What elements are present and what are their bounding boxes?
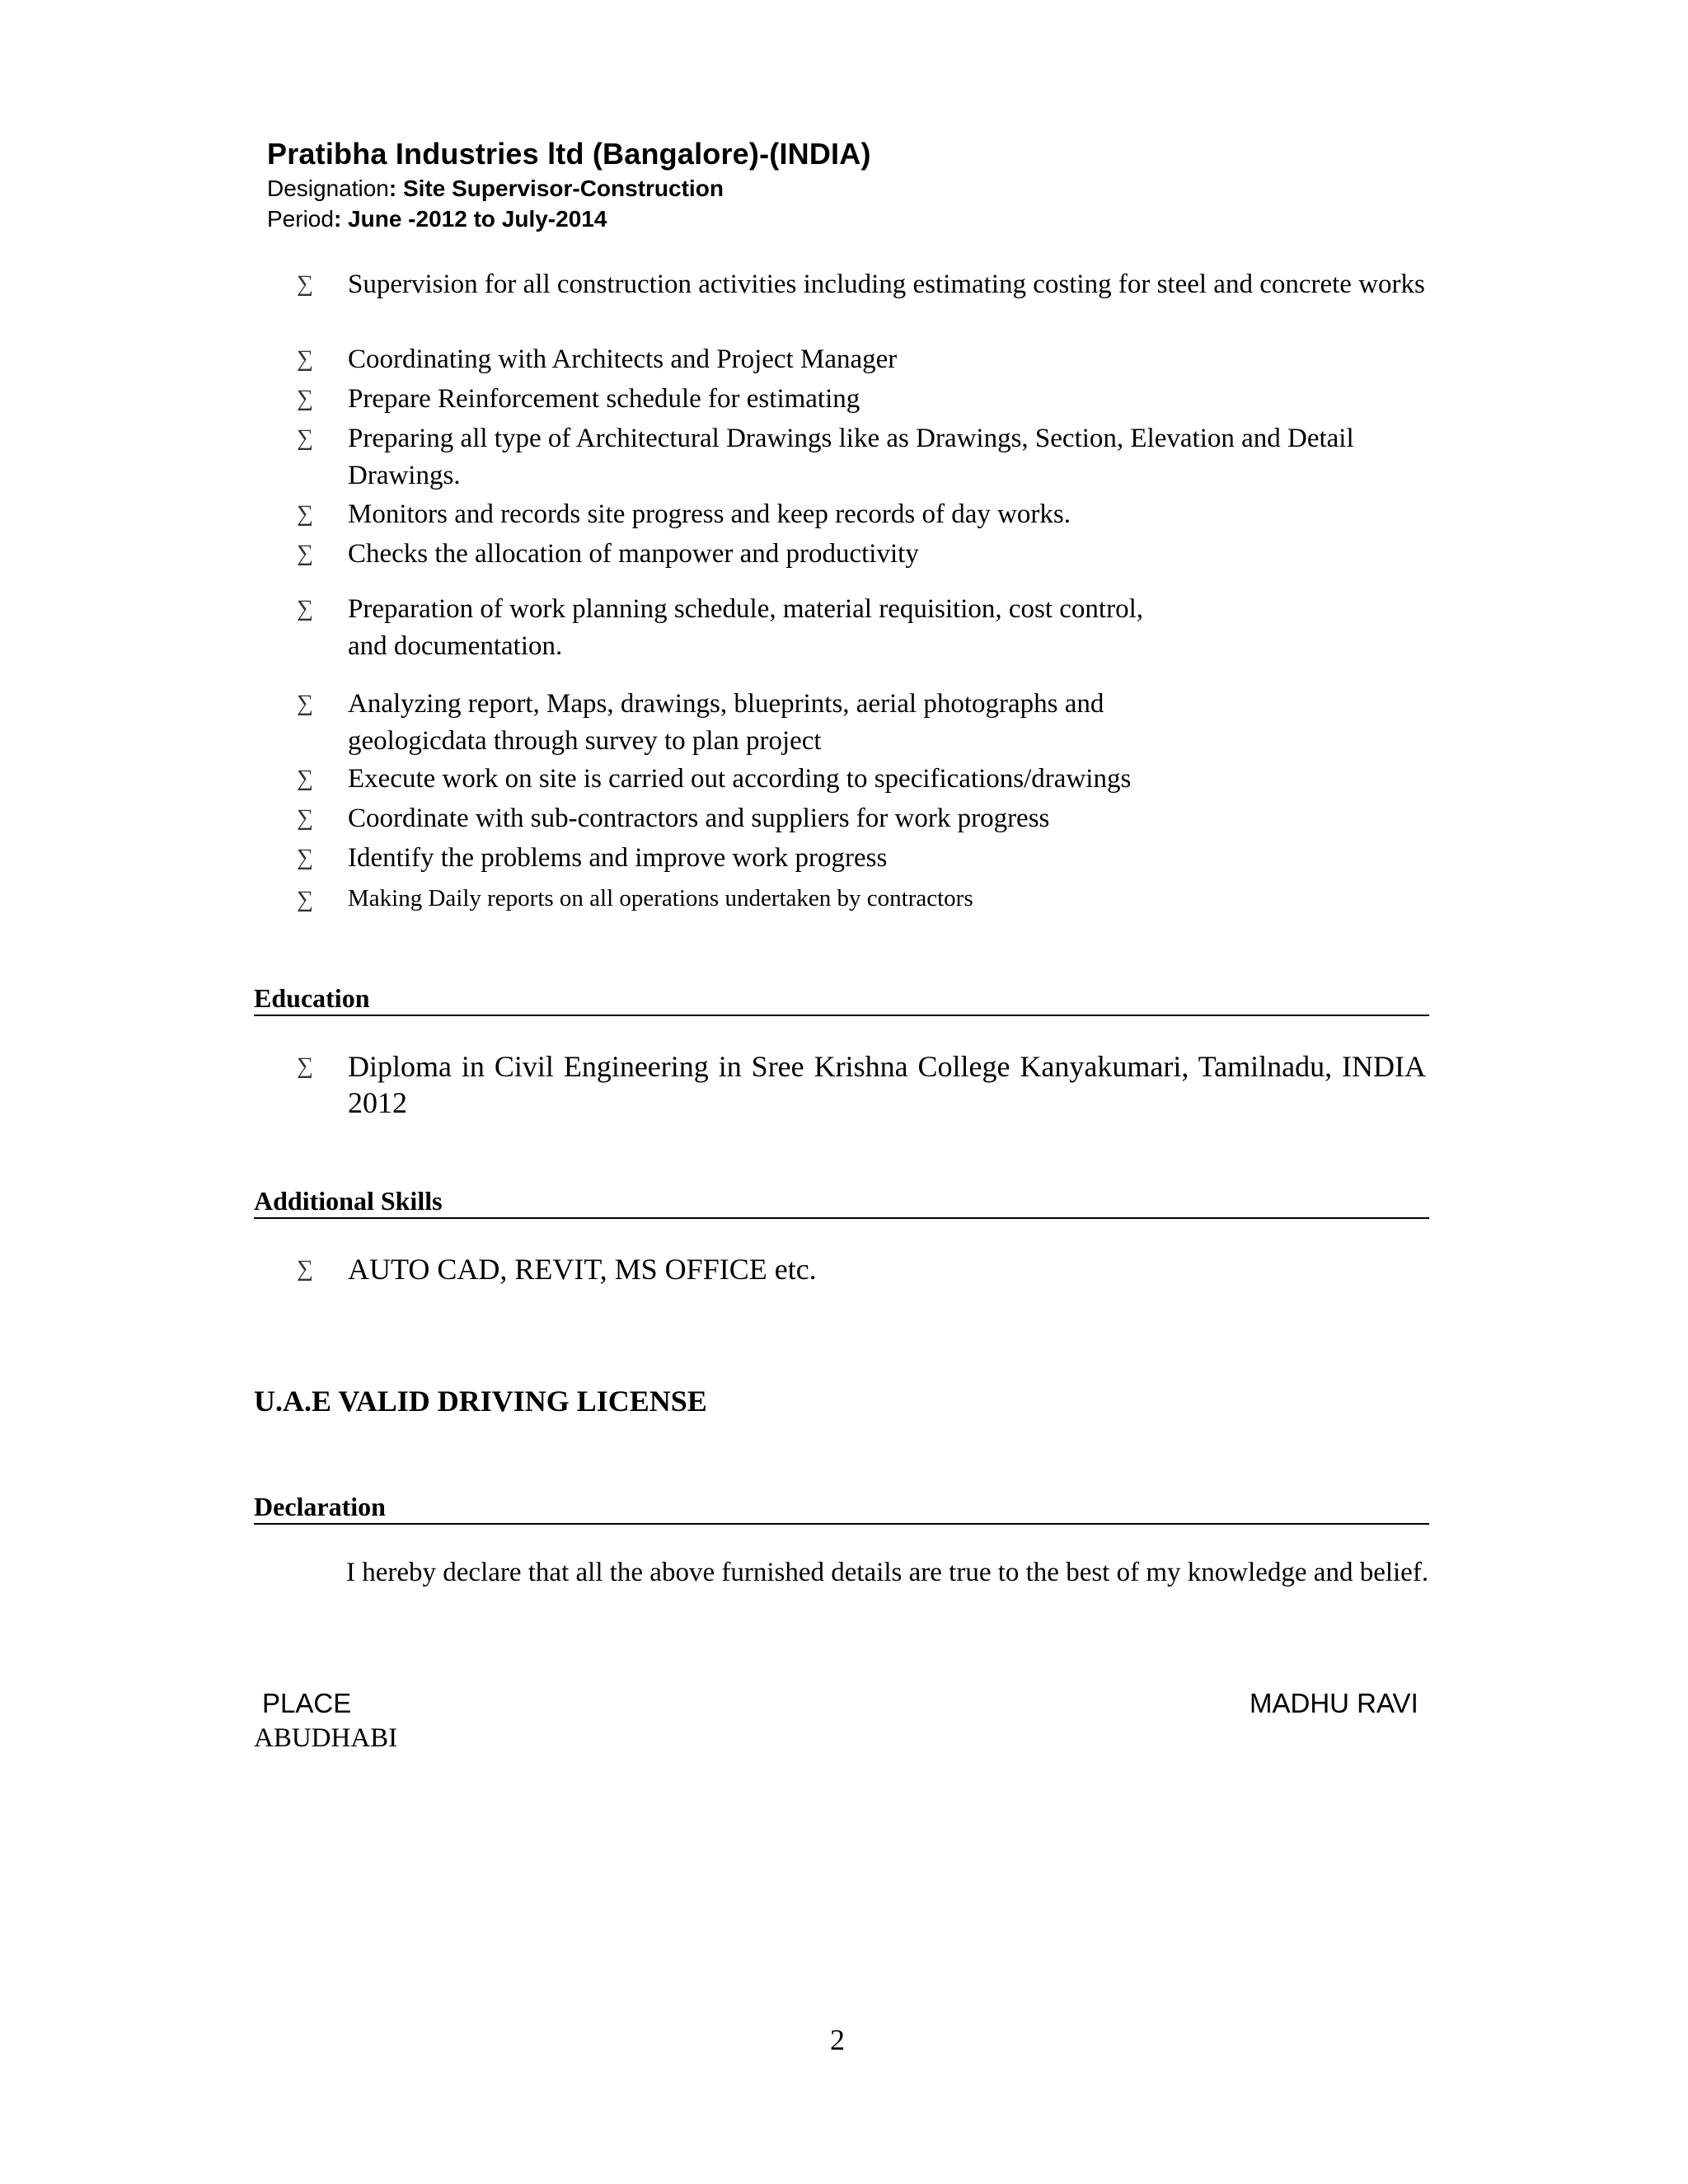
bullet-icon: ∑ (297, 845, 313, 870)
list-item-text: Making Daily reports on all operations undertaken by contractors (348, 885, 973, 912)
designation-value: : Site Supervisor-Construction (388, 176, 724, 201)
skills-item-text: AUTO CAD, REVIT, MS OFFICE etc. (348, 1253, 817, 1286)
list-item (297, 420, 1426, 494)
list-item-text: Execute work on site is carried out according to specifications/drawings (348, 764, 1132, 794)
bullet-icon: ∑ (297, 596, 313, 621)
bullet-icon: ∑ (297, 271, 313, 297)
education-item (297, 1048, 1426, 1121)
list-item (297, 266, 1426, 303)
place-label: PLACE (262, 1688, 352, 1718)
period-value: : June -2012 to July-2014 (333, 206, 607, 232)
list-item (297, 381, 1426, 418)
driving-license-heading: U.A.E VALID DRIVING LICENSE (254, 1385, 707, 1418)
bullet-icon: ∑ (297, 805, 313, 831)
list-item (297, 686, 1426, 760)
declaration-text: I hereby declare that all the above furnished details are true to the best of my knowledge and belief. (346, 1558, 1429, 1587)
list-item-text: Checks the allocation of manpower and productivity (348, 539, 919, 569)
list-item-text: Preparation of work planning schedule, material requisition, cost control, and documentation. (348, 594, 1143, 661)
bullet-icon: ∑ (297, 386, 313, 411)
signature-name: MADHU RAVI (1250, 1688, 1418, 1718)
skills-divider (254, 1217, 1429, 1219)
list-item-text: Supervision for all construction activities including estimating costing for steel and concrete works (348, 269, 1425, 299)
designation-line (267, 176, 724, 202)
period-line (267, 206, 607, 232)
bullet-icon: ∑ (297, 541, 313, 566)
list-item-text: Preparing all type of Architectural Drawings like as Drawings, Section, Elevation and Detail Drawings. (348, 424, 1354, 490)
list-item (297, 800, 1426, 837)
list-item (297, 761, 1426, 798)
list-item-text: Coordinating with Architects and Project Manager (348, 344, 898, 374)
list-item-text: Prepare Reinforcement schedule for estimating (348, 384, 860, 414)
designation-label: Designation (267, 176, 389, 201)
declaration-divider (254, 1523, 1429, 1525)
bullet-icon: ∑ (297, 1053, 313, 1079)
period-label: Period (267, 206, 334, 232)
list-item (297, 840, 1426, 877)
list-item (297, 591, 1426, 665)
education-heading: Education (254, 983, 370, 1013)
company-name: Pratibha Industries ltd (Bangalore)-(INDIA) (267, 137, 871, 171)
list-item (297, 341, 1426, 378)
bullet-icon: ∑ (297, 346, 313, 372)
list-item (297, 536, 1426, 573)
bullet-icon: ∑ (297, 691, 313, 716)
place-value: ABUDHABI (254, 1723, 398, 1753)
bullet-icon: ∑ (297, 501, 313, 527)
list-item-text: Coordinate with sub-contractors and suppliers for work progress (348, 804, 1050, 833)
declaration-heading: Declaration (254, 1492, 386, 1521)
skills-heading: Additional Skills (254, 1186, 443, 1216)
list-item-text: Monitors and records site progress and keep records of day works. (348, 499, 1071, 529)
skills-item (297, 1251, 1426, 1287)
bullet-icon: ∑ (297, 887, 313, 912)
list-item (297, 496, 1426, 533)
bullet-icon: ∑ (297, 425, 313, 451)
list-item (297, 882, 1426, 915)
education-item-text: Diploma in Civil Engineering in Sree Krishna College Kanyakumari, Tamilnadu, INDIA 2012 (348, 1050, 1426, 1119)
bullet-icon: ∑ (297, 1256, 313, 1282)
bullet-icon: ∑ (297, 766, 313, 791)
list-item-text: Identify the problems and improve work progress (348, 843, 888, 873)
education-divider (254, 1015, 1429, 1016)
page-number: 2 (830, 2023, 845, 2056)
list-item-text: Analyzing report, Maps, drawings, blueprints, aerial photographs and geologicdata through survey to plan project (348, 689, 1104, 756)
